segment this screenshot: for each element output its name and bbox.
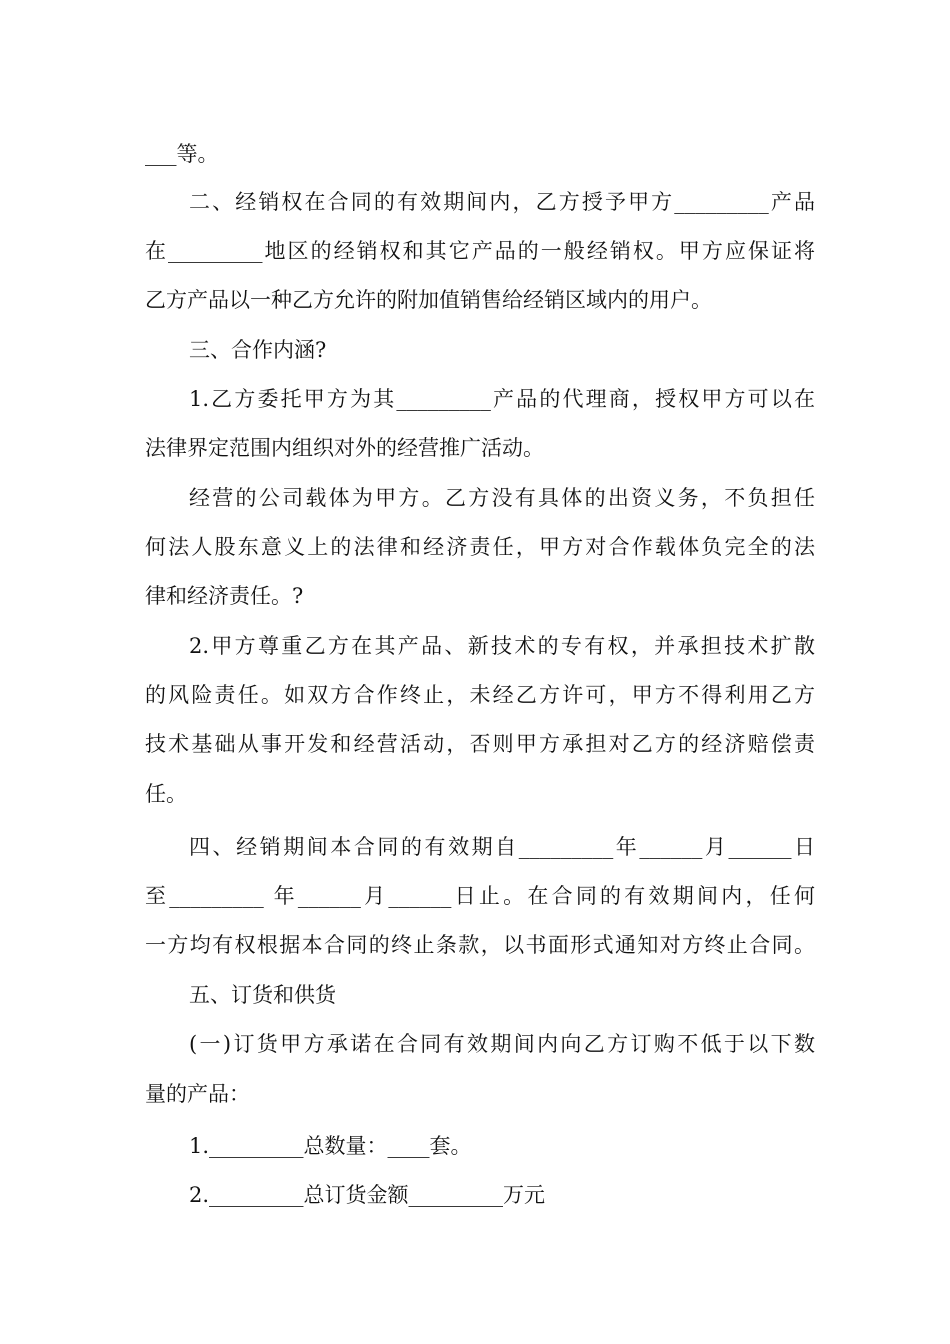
text-line-7: 法律界定范围内组织对外的经营推广活动。: [145, 436, 544, 460]
text-line-11: 2.甲方尊重乙方在其产品、新技术的专有权，并承担技术扩散: [189, 634, 815, 658]
text-line-13: 技术基础从事开发和经营活动，否则甲方承担对乙方的经济赔偿责: [145, 732, 815, 756]
text-line-14: 任。: [145, 782, 187, 806]
text-line-1: ___等。: [145, 142, 219, 166]
section-heading-3: 三、合作内涵?: [189, 338, 327, 362]
text-line-19: (一)订货甲方承诺在合同有效期间内向乙方订购不低于以下数: [189, 1032, 815, 1056]
text-line-3: 在_________地区的经销权和其它产品的一般经销权。甲方应保证将: [145, 239, 815, 263]
text-line-12: 的风险责任。如双方合作终止，未经乙方许可，甲方不得利用乙方: [145, 683, 815, 707]
text-line-6: 1.乙方委托甲方为其_________产品的代理商，授权甲方可以在: [189, 387, 815, 411]
text-line-10: 律和经济责任。?: [145, 584, 304, 608]
text-line-22: 2._________总订货金额_________万元: [189, 1183, 546, 1207]
text-line-2: 二、经销权在合同的有效期间内，乙方授予甲方_________产品: [189, 190, 815, 214]
section-heading-5: 五、订货和供货: [189, 983, 336, 1007]
text-line-21: 1._________总数量：____套。: [189, 1134, 472, 1158]
text-line-20: 量的产品：: [145, 1082, 250, 1106]
text-line-17: 一方均有权根据本合同的终止条款，以书面形式通知对方终止合同。: [145, 933, 815, 957]
text-line-4: 乙方产品以一种乙方允许的附加值销售给经销区域内的用户。: [145, 288, 712, 312]
text-line-8: 经营的公司载体为甲方。乙方没有具体的出资义务，不负担任: [189, 486, 815, 510]
text-line-16: 至_________ 年______月______日止。在合同的有效期间内，任何: [145, 884, 815, 908]
text-line-15: 四、经销期间本合同的有效期自_________年______月______日: [189, 835, 815, 859]
text-line-9: 何法人股东意义上的法律和经济责任，甲方对合作载体负完全的法: [145, 535, 815, 559]
